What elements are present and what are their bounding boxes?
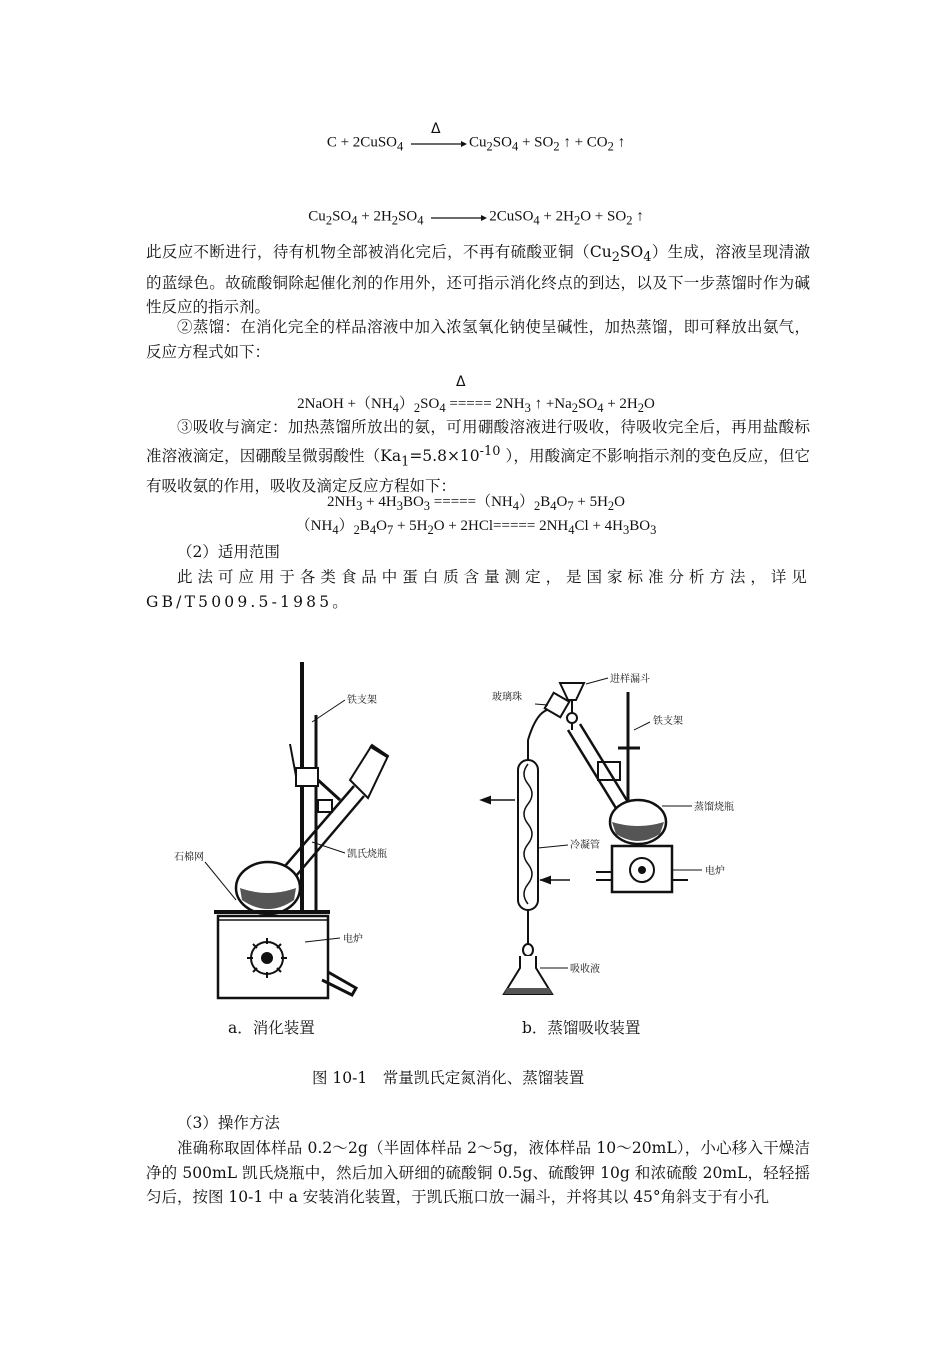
eq-sub: 2 — [413, 401, 421, 415]
eq-sub: 4 — [512, 499, 519, 513]
para-sup: -10 — [479, 443, 501, 459]
eq-sub: 4 — [417, 213, 424, 228]
eq-text: B — [359, 518, 370, 534]
eq-text: + 5H — [393, 518, 428, 534]
equation-5 — [0, 514, 952, 538]
caption-b: b．蒸馏吸收装置 — [522, 1019, 641, 1037]
label-stove-left: 电炉 — [343, 934, 363, 945]
section-heading-method: （3）操作方法 — [177, 1114, 280, 1132]
para-text: SO — [619, 243, 644, 261]
eq-text: =====（NH — [430, 494, 513, 510]
eq-sub: 4 — [439, 401, 446, 415]
label-absorb-liquid: 吸收液 — [570, 964, 600, 975]
para-text: 此反应不断进行，待有机物全部被消化完后，不再有硫酸亚铜（Cu — [146, 243, 612, 261]
eq-text: + 2H — [357, 208, 392, 225]
eq-sub: 2 — [486, 139, 493, 154]
eq-text: B — [540, 494, 551, 510]
eq-sub: 7 — [386, 523, 394, 537]
eq-text: + 2H — [603, 396, 638, 412]
paragraph-2: ②蒸馏：在消化完全的样品溶液中加入浓氢氧化钠使呈碱性，加热蒸馏，即可释放出氨气，反应方程式如下： — [146, 318, 810, 361]
para-text: ），用酸滴定不影响指示剂的变色反应，但它有吸收氨的作用，吸收及滴定反应方程如下： — [146, 446, 810, 496]
eq-text: C + 2CuSO — [326, 134, 397, 151]
delta-symbol: Δ — [456, 374, 466, 390]
eq-sub: 2 — [534, 499, 541, 513]
equation-1 — [0, 121, 952, 154]
eq-text: SO — [578, 396, 598, 412]
eq-sub: 4 — [511, 139, 519, 154]
eq-text: O + SO — [580, 208, 627, 225]
eq-text: + 5H — [573, 494, 608, 510]
label-distill-flask: 蒸馏烧瓶 — [694, 802, 734, 813]
eq-text: BO — [629, 518, 651, 534]
paragraph-1 — [146, 240, 810, 320]
equation-3 — [0, 374, 952, 416]
label-gauze: 石棉网 — [174, 852, 204, 863]
eq-sub: 2 — [607, 139, 614, 154]
eq-sub: 2 — [553, 139, 560, 154]
eq-sub: 2 — [573, 213, 581, 228]
eq-text: SO — [420, 396, 440, 412]
eq-text: ===== 2NH — [445, 396, 525, 412]
eq-text: ） — [398, 396, 414, 412]
eq-sub: 2 — [626, 213, 633, 228]
section-heading-scope: （2）适用范围 — [177, 543, 280, 561]
eq-text: Cu — [469, 134, 487, 151]
eq-sub: 3 — [423, 499, 431, 513]
eq-sub: 4 — [550, 499, 557, 513]
eq-text: + 4H — [362, 494, 397, 510]
eq-text: O — [376, 518, 387, 534]
eq-sub: 2 — [353, 523, 360, 537]
eq-text: Cu — [308, 208, 326, 225]
eq-text: O — [644, 396, 655, 412]
eq-sub: 4 — [392, 401, 399, 415]
paragraph-4: 此法可应用于各类食品中蛋白质含量测定，是国家标准分析方法，详见GB/T5009.5-1985。 — [146, 568, 810, 611]
eq-text: ↑ +Na — [530, 396, 572, 412]
eq-sub: 7 — [567, 499, 574, 513]
para-sub: 4 — [643, 250, 652, 266]
eq-text: 2CuSO — [489, 208, 534, 225]
eq-sub: 4 — [332, 523, 339, 537]
eq-text: ↑ + CO — [559, 134, 608, 151]
eq-sub: 2 — [607, 499, 615, 513]
eq-text: + 2H — [539, 208, 574, 225]
label-glass-bead: 玻璃珠 — [492, 692, 522, 703]
eq-sub: 4 — [397, 139, 404, 154]
eq-sub: 2 — [325, 213, 333, 228]
eq-text: SO — [492, 134, 512, 151]
eq-sub: 3 — [356, 499, 363, 513]
label-stand-right: 铁支架 — [653, 716, 683, 727]
eq-text: ） — [519, 494, 535, 510]
eq-sub: 2 — [391, 213, 399, 228]
eq-sub: 4 — [568, 523, 575, 537]
eq-text: ） — [338, 518, 354, 534]
eq-sub: 4 — [597, 401, 604, 415]
eq-text: + SO — [518, 134, 554, 151]
paragraph-5: 准确称取固体样品 0.2～2g（半固体样品 2～5g，液体样品 10～20mL），小心移入干燥洁净的 500mL 凯氏烧瓶中，然后加入研细的硫酸铜 0.5g、硫酸钾 10g 和浓硫酸 20mL，轻轻摇匀后，按图 10-1 中 a 安装消化装置，于凯氏瓶口放一漏斗，并将其以 45°角斜支于有小孔 — [146, 1139, 810, 1206]
eq-text: 2NH — [326, 494, 357, 510]
label-stand-left: 铁支架 — [347, 695, 377, 706]
eq-sub: 3 — [396, 499, 403, 513]
reaction-arrow — [409, 121, 467, 153]
eq-text: SO — [398, 208, 418, 225]
label-condenser: 冷凝管 — [570, 840, 600, 851]
eq-text: （NH — [295, 518, 333, 534]
equation-2 — [0, 207, 952, 228]
figure-caption: 图 10-1 常量凯氏定氮消化、蒸馏装置 — [312, 1069, 585, 1087]
label-stove-right: 电炉 — [705, 866, 725, 877]
eq-sub: 4 — [369, 523, 377, 537]
caption-a: a．消化装置 — [228, 1019, 315, 1037]
eq-text: BO — [402, 494, 424, 510]
label-kjeldahl-flask: 凯氏烧瓶 — [347, 849, 387, 860]
eq-sub: 2 — [427, 523, 434, 537]
eq-sub: 3 — [622, 523, 630, 537]
para-text: ）生成，溶液呈现清澈的蓝绿色。故硫酸铜除起催化剂的作用外，还可指示消化终点的到达，以及下一步蒸馏时作为碱性反应的指示剂。 — [146, 243, 810, 317]
eq-text: O + 2HCl===== 2NH — [433, 518, 569, 534]
eq-text: ↑ — [632, 208, 644, 225]
reaction-arrow — [429, 207, 487, 227]
equation-4 — [0, 490, 952, 514]
label-funnel: 进样漏斗 — [610, 674, 650, 685]
eq-text: SO — [332, 208, 352, 225]
para-sub: 2 — [611, 250, 620, 266]
eq-sub: 2 — [637, 401, 645, 415]
eq-text: O — [556, 494, 568, 510]
para-text: =5.8×10 — [409, 446, 480, 465]
para-sub: 1 — [401, 453, 410, 469]
eq-text: ↑ — [613, 134, 626, 151]
paragraph-3 — [146, 415, 810, 499]
para-text: ③吸收与滴定：加热蒸馏所放出的氨，可用硼酸溶液进行吸收，待吸收完全后，再用盐酸标准溶液滴定，因硼酸呈微弱酸性（Ka — [146, 418, 810, 465]
eq-sub: 3 — [650, 523, 657, 537]
delta-symbol: Δ — [431, 121, 441, 137]
eq-sub: 4 — [533, 213, 540, 228]
eq-sub: 2 — [571, 401, 579, 415]
eq-sub: 4 — [351, 213, 358, 228]
eq-sub: 3 — [524, 401, 531, 415]
eq-text: O — [614, 494, 626, 510]
eq-text: Cl + 4H — [574, 518, 623, 534]
eq-text: 2NaOH +（NH — [297, 396, 393, 412]
